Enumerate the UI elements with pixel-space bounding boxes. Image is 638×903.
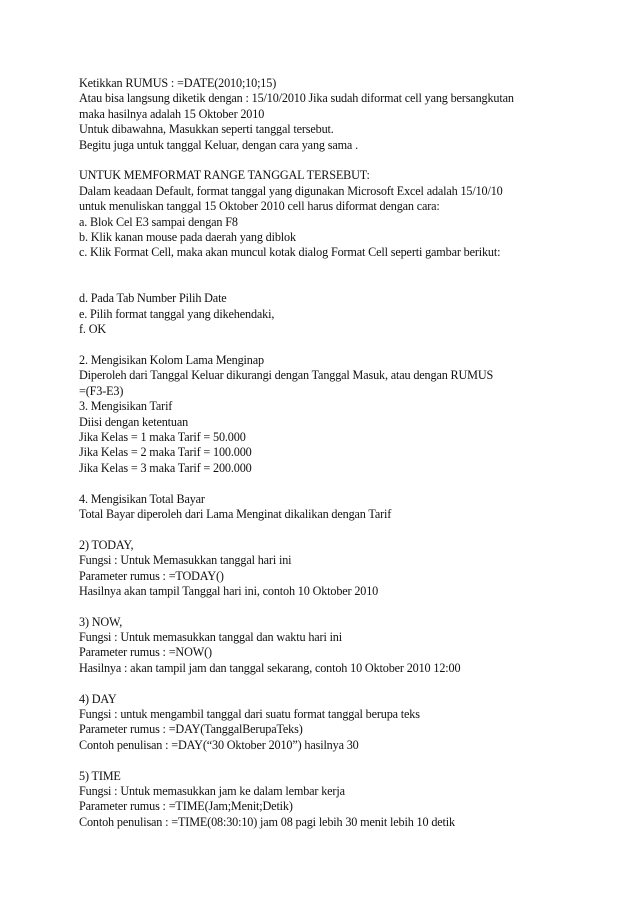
paragraph-gap bbox=[79, 676, 624, 691]
tarif-rule: Jika Kelas = 1 maka Tarif = 50.000 bbox=[79, 430, 246, 444]
paragraph-gap bbox=[79, 753, 624, 768]
text-line: untuk menuliskan tanggal 15 Oktober 2010 cell harus diformat dengan cara: bbox=[79, 199, 440, 214]
paragraph-gap bbox=[79, 522, 624, 537]
step-item: b. Klik kanan mouse pada daerah yang diblok bbox=[79, 229, 296, 244]
step-item: f. OK bbox=[79, 322, 107, 337]
text-line: Untuk dibawahna, Masukkan seperti tanggal tersebut. bbox=[79, 122, 334, 137]
section-heading: 3) NOW, bbox=[79, 614, 123, 629]
block-day bbox=[79, 692, 624, 754]
paragraph-gap bbox=[79, 476, 624, 491]
block-date-formula bbox=[79, 76, 624, 153]
text-line: Contoh penulisan : =TIME(08:30:10) jam 08 pagi lebih 30 menit lebih 10 detik bbox=[79, 814, 455, 829]
text-line: Diperoleh dari Tanggal Keluar dikurangi dengan Tanggal Masuk, atau dengan RUMUS bbox=[79, 368, 494, 383]
text-line: Atau bisa langsung diketik dengan : 15/10/2010 Jika sudah diformat cell yang bersangkutan bbox=[79, 91, 514, 106]
text-line: Fungsi : Untuk memasukkan tanggal dan waktu hari ini bbox=[79, 630, 342, 645]
formula-line: Parameter rumus : =DAY(TanggalBerupaTeks) bbox=[79, 722, 303, 737]
text-line: maka hasilnya adalah 15 Oktober 2010 bbox=[79, 106, 265, 121]
section-heading: 4) DAY bbox=[79, 691, 117, 706]
paragraph-gap bbox=[79, 153, 624, 168]
step-item: c. Klik Format Cell, maka akan muncul kotak dialog Format Cell seperti gambar berikut: bbox=[79, 245, 501, 260]
text-line: Fungsi : untuk mengambil tanggal dari suatu format tanggal berupa teks bbox=[79, 707, 420, 722]
tarif-rule: Jika Kelas = 3 maka Tarif = 200.000 bbox=[79, 460, 252, 475]
section-heading: 2) TODAY, bbox=[79, 537, 134, 552]
block-now bbox=[79, 615, 624, 677]
text-line: Fungsi : Untuk memasukkan jam ke dalam lembar kerja bbox=[79, 783, 345, 798]
text-line: Ketikkan RUMUS : =DATE(2010;10;15) bbox=[79, 76, 277, 90]
block-format-steps bbox=[79, 291, 624, 337]
text-line: Fungsi : Untuk Memasukkan tanggal hari ini bbox=[79, 553, 292, 568]
formula-line: =(F3-E3) bbox=[79, 383, 124, 398]
block-format-range bbox=[79, 168, 624, 260]
tarif-rule: Jika Kelas = 2 maka Tarif = 100.000 bbox=[79, 445, 252, 460]
section-heading: 4. Mengisikan Total Bayar bbox=[79, 491, 205, 506]
section-heading: 3. Mengisikan Tarif bbox=[79, 399, 173, 414]
text-line: Total Bayar diperoleh dari Lama Menginat dikalikan dengan Tarif bbox=[79, 506, 392, 521]
text-line: Diisi dengan ketentuan bbox=[79, 414, 189, 429]
formula-line: Parameter rumus : =TIME(Jam;Menit;Detik) bbox=[79, 799, 293, 814]
text-line: Contoh penulisan : =DAY(“30 Oktober 2010”) hasilnya 30 bbox=[79, 737, 359, 752]
text-line: Dalam keadaan Default, format tanggal yang digunakan Microsoft Excel adalah 15/10/10 bbox=[79, 183, 503, 198]
document-body bbox=[79, 76, 624, 830]
text-line: Hasilnya akan tampil Tanggal hari ini, contoh 10 Oktober 2010 bbox=[79, 583, 379, 598]
block-today bbox=[79, 538, 624, 600]
section-heading: 5) TIME bbox=[79, 768, 121, 783]
paragraph-gap bbox=[79, 599, 624, 614]
step-item: d. Pada Tab Number Pilih Date bbox=[79, 291, 227, 306]
step-item: e. Pilih format tanggal yang dikehendaki, bbox=[79, 306, 275, 321]
section-heading: UNTUK MEMFORMAT RANGE TANGGAL TERSEBUT: bbox=[79, 168, 370, 183]
text-line: Hasilnya : akan tampil jam dan tanggal sekarang, contoh 10 Oktober 2010 12:00 bbox=[79, 660, 461, 675]
text-line: Begitu juga untuk tanggal Keluar, dengan cara yang sama . bbox=[79, 137, 358, 152]
block-total-bayar bbox=[79, 492, 624, 523]
block-lama-menginap-tarif bbox=[79, 353, 624, 476]
step-item: a. Blok Cel E3 sampai dengan F8 bbox=[79, 214, 238, 229]
block-time bbox=[79, 769, 624, 831]
formula-line: Parameter rumus : =NOW() bbox=[79, 645, 212, 660]
paragraph-gap bbox=[79, 338, 624, 353]
paragraph-gap bbox=[79, 261, 624, 292]
section-heading: 2. Mengisikan Kolom Lama Menginap bbox=[79, 353, 264, 368]
formula-line: Parameter rumus : =TODAY() bbox=[79, 568, 224, 583]
